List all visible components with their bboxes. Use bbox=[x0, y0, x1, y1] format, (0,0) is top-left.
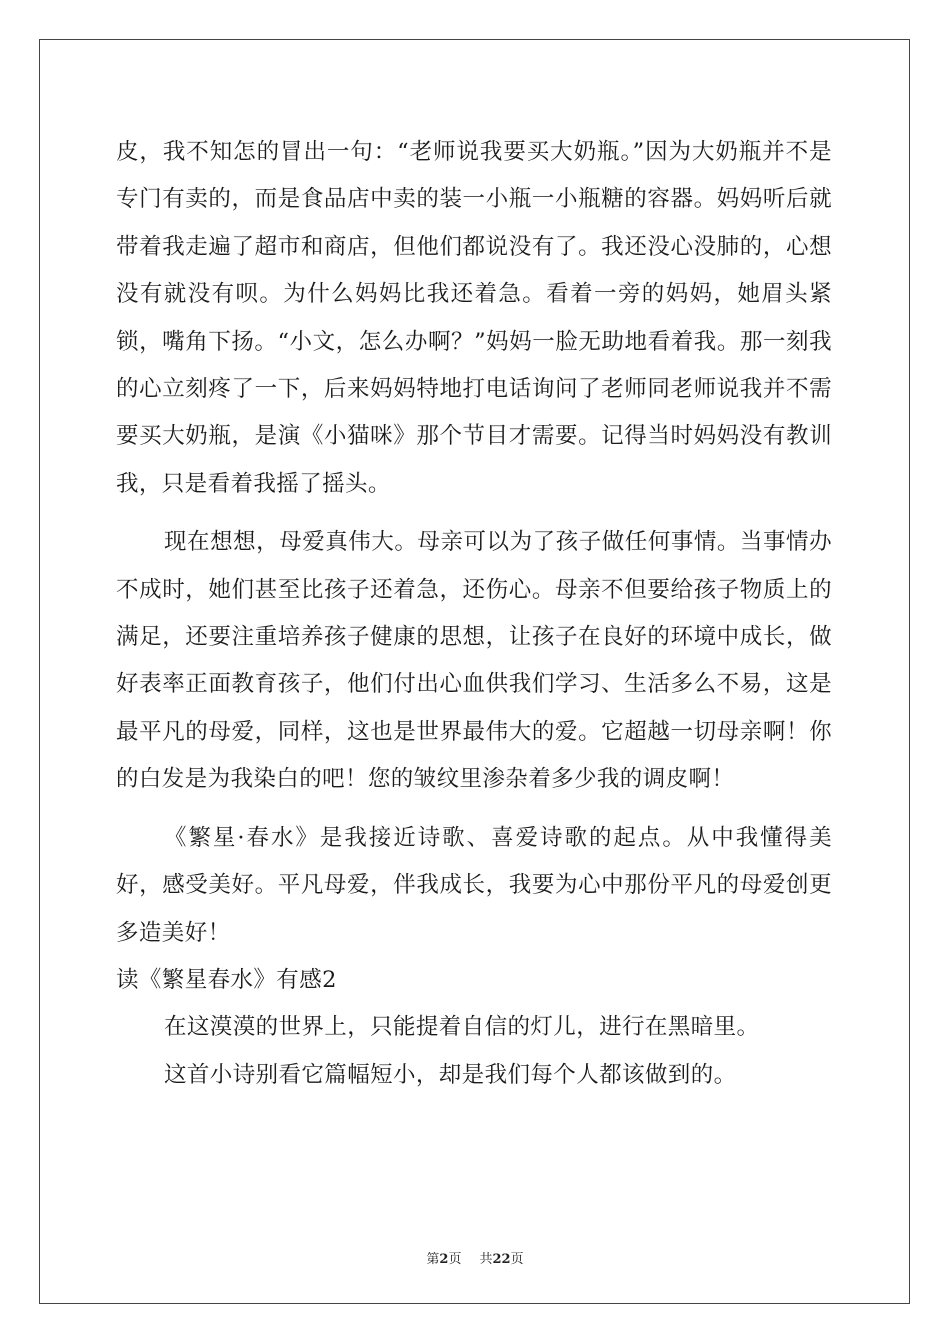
footer-page-suffix: 页 bbox=[448, 1252, 462, 1267]
page-footer bbox=[0, 1248, 950, 1267]
paragraph-3: 《繁星·春水》是我接近诗歌、喜爱诗歌的起点。从中我懂得美好，感受美好。平凡母爱，伴我成长，我要为心中那份平凡的母爱创更多造美好！ bbox=[116, 824, 832, 946]
footer-page-prefix: 第 bbox=[426, 1252, 440, 1267]
footer-total-suffix: 页 bbox=[510, 1252, 524, 1267]
section-title: 读《繁星春水》有感2 bbox=[116, 966, 337, 993]
footer-total-prefix: 共 bbox=[479, 1252, 493, 1267]
paragraph-1: 皮，我不知怎的冒出一句：“老师说我要买大奶瓶。”因为大奶瓶并不是专门有卖的，而是食品店中卖的装一小瓶一小瓶糖的容器。妈妈听后就带着我走遍了超市和商店，但他们都说没有了。我还没心没肺的，心想没有就没有呗。为什么妈妈比我还着急。看着一旁的妈妈，她眉头紧锁，嘴角下扬。“小文，怎么办啊？”妈妈一脸无助地看着我。那一刻我的心立刻疼了一下，后来妈妈特地打电话询问了老师同老师说我并不需要买大奶瓶，是演《小猫咪》那个节目才需要。记得当时妈妈没有教训我，只是看着我摇了摇头。 bbox=[116, 139, 832, 497]
footer-total-pages: 22 bbox=[492, 1252, 511, 1267]
footer-page-number: 2 bbox=[439, 1252, 449, 1267]
paragraph-2: 现在想想，母爱真伟大。母亲可以为了孩子做任何事情。当事情办不成时，她们甚至比孩子还着急，还伤心。母亲不但要给孩子物质上的满足，还要注重培养孩子健康的思想，让孩子在良好的环境中成长，做好表率正面教育孩子，他们付出心血供我们学习、生活多么不易，这是最平凡的母爱，同样，这也是世界最伟大的爱。它超越一切母亲啊！你的白发是为我染白的吧！您的皱纹里渗杂着多少我的调皮啊！ bbox=[116, 529, 832, 793]
section-paragraph-1: 在这漠漠的世界上，只能提着自信的灯儿，进行在黑暗里。 bbox=[164, 1014, 760, 1041]
document-body bbox=[116, 129, 832, 1099]
section-paragraph-2: 这首小诗别看它篇幅短小，却是我们每个人都该做到的。 bbox=[164, 1061, 737, 1088]
